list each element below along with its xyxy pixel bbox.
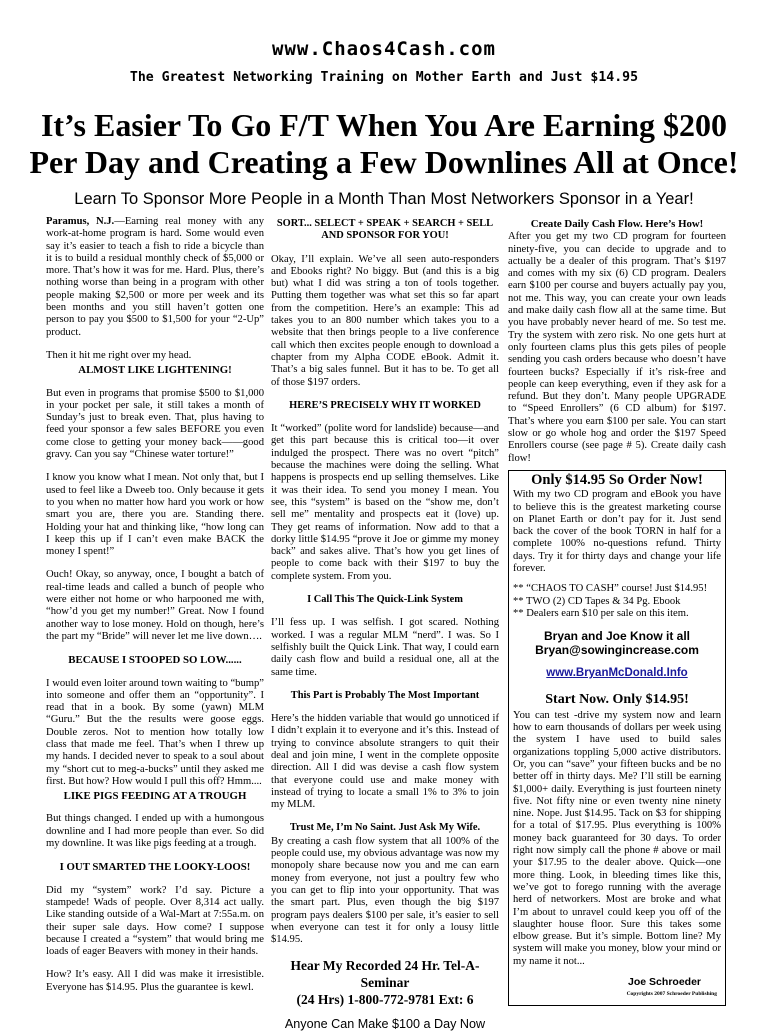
paragraph: Ouch! Okay, so anyway, once, I bought a batch of real-time leads and called a bunch of people who were either not home or who harpooned me with, “how’d you get my number!” Great. Now I found another way to lose money. Hold on though, here’s the part my “Bride” will never let me live down….: [46, 569, 264, 642]
signature: Joe Schroeder: [628, 976, 701, 989]
site-url[interactable]: www.Chaos4Cash.com: [272, 38, 496, 60]
intro-text: —Earning real money with any work-at-home program is hard. Some would even say it’s easier to teach a fish to ride a bicycle than it is to build a residual monthly check of $5,000 or more. That’s how it was for me. Hard. Plus, there’s nothing worse than being in a program with other people making $2,500 or more per week and its been months and you still haven’t gotten one person to pay you $500 to $1,500 for your “2-Up” product.: [46, 216, 265, 338]
hotline-block: [271, 957, 499, 1008]
section-heading: ALMOST LIKE LIGHTENING!: [78, 364, 232, 377]
website-link[interactable]: www.BryanMcDonald.Info: [546, 667, 688, 680]
hotline-title: Hear My Recorded 24 Hr. Tel-A-Seminar: [290, 958, 480, 991]
copyright: Copyrights 2007 Schroeder Publishing: [626, 991, 717, 998]
section-heading: SORT... SELECT + SPEAK + SEARCH + SELL AND SPONSOR FOR YOU!: [276, 218, 494, 242]
paragraph: But even in programs that promise $500 to $1,000 in your pocket per sale, it still takes a month of Sunday’s just to break even. That, plus having to feed your sponsor a few sales BEFORE you even come close to getting your money back——good gravy. Can you say “Chinese water torture!”: [46, 387, 264, 461]
paragraph: I know you know what I mean. Not only that, but I used to feel like a Dweeb too. Only because it gets to you when no matter how hard you work or how smart you are, there you are. Standing there. Holding your hat and thinking like, “how long can I keep this up if I can’t even make BACK the money I spent!”: [46, 472, 264, 558]
paragraph: Here’s the hidden variable that would go unnoticed if I didn’t explain it to everyone and it’s this. Instead of trying to convince absolute strangers to quit their deal and join mine, I went in the complete opposite direction. All I did was devise a cash flow system that everyone could use and make money with instead of trying to locate a small 1% to 3% to join my MLM.: [271, 713, 499, 811]
section-heading: BECAUSE I STOOPED SO LOW......: [68, 654, 242, 667]
order-item: ** Dealers earn $10 per sale on this item.: [513, 607, 689, 619]
anyone-can-make-line: Anyone Can Make $100 a Day Now: [284, 1017, 486, 1031]
paragraph: Okay, I’ll explain. We’ve all seen auto-responders and Ebooks right? No biggy. But (and this is a big but) what I did was string a ton of tools together. Putting them together was what set this so far apart from the competition. Here’s an example: This ad takes you to an 800 number which takes you to a website that then brings people to a live conference call which then excites people enough to download a chapter from my Alpha CODE eBook. Admit it. That’s a big sales funnel. But it has to be. To get all of those $197 orders.: [271, 253, 499, 388]
order-box-title: Only $14.95 So Order Now!: [531, 471, 703, 488]
contact-email[interactable]: Bryan@sowingincrease.com: [535, 643, 699, 658]
subhead: Learn To Sponsor More People in a Month Than Most Networkers Sponsor in a Year!: [74, 190, 694, 208]
order-item: ** TWO (2) CD Tapes & 34 Pg. Ebook: [513, 595, 681, 607]
intro-paragraph: [46, 216, 264, 339]
column-1: [46, 216, 264, 1005]
paragraph: I would even loiter around town waiting to “bump” into someone and offer them an “opportunity”. I read that in a book. By some (yawn) MLM “Guru.” But the the results were goose eggs. Double zeros. Not to mention how totally low class that made me feel. That’s when I threw up my hands. I decided never to speak to a soul about my “short cut to meg-a-bucks” until they asked me first. But how? How would I pull this off? Hmm....: [46, 677, 264, 787]
order-box: [508, 470, 726, 1006]
paragraph: Then it hit me right over my head.: [46, 349, 192, 361]
section-heading: Trust Me, I’m No Saint. Just Ask My Wife.: [289, 822, 481, 834]
order-box-text: With my two CD program and eBook you have to believe this is the greatest marketing course on Planet Earth or don’t pay for it. Just send back the cover of the book TORN in half for a complete 100% no-questions refund. Thirty days. Try it for thirty days and change your life forever.: [513, 489, 721, 575]
tagline: The Greatest Networking Training on Mother Earth and Just $14.95: [129, 70, 639, 85]
contact-block: [513, 629, 721, 657]
dateline: Paramus, N.J.: [46, 216, 115, 227]
paragraph: Did my “system” work? I’d say. Picture a stampede! Wads of people. Over 8,314 act ually. Like standing outside of a Wal-Mart at 7:55a.m. on their super sale days. How come? I suppose because I created a “system” that would bring me loads of eager Beavers with money in their hands.: [46, 884, 264, 958]
section-heading: This Part is Probably The Most Important: [290, 689, 480, 701]
paragraph: I’ll fess up. I was selfish. I got scared. Nothing worked. I was a regular MLM “nerd”. I was. So I selfishly built the Quick Link. That way, I could earn daily cash flow and build a residual one, all at the same time.: [271, 617, 499, 678]
paragraph: It “worked” (polite word for landslide) because—and get this part because this is critical too—it over indulged the prospect. There was no overt “pitch” because the machines were doing the selling. What happens is prospects end up selling themselves. Like it was their idea. To send you money I mean. You see, this “system” is based on the “show me, don’t sell me” mentality and prospects eat it (love) up. They get reams of information. Now add to that a dorky little $14.95 “prove it Joe or gimme my money back” and sakes alive. That’s how you get lines of people to come back with their $197 to buy the complete system. From you.: [271, 423, 499, 582]
section-heading: Create Daily Cash Flow. Here’s How!: [530, 218, 704, 230]
hotline-number[interactable]: (24 Hrs) 1-800-772-9781 Ext: 6: [296, 992, 474, 1008]
section-heading: I Call This The Quick-Link System: [307, 594, 463, 606]
column-2: [271, 216, 499, 1031]
column-3: [508, 216, 726, 1006]
paragraph: After you get my two CD program for fourteen ninety-five, you can decide to upgrade and to actually be a dealer of this program. That’s $197 and comes with my six (6) CD program. Dealers earn $100 per course and buyers actually pay you, not me. This way, you can create your own leads and make daily cash flow all at the same time. But you have probably never heard of me. So test me. Try the system with zero risk. No one gets hurt at only fourteen clams plus this gets piles of people sending you cash orders because who doesn’t have fourteen bucks? Especially if it’s risk-free and people can keep everything, even if they ask for a refund. But they don’t. Many people UPGRADE to “Speed Enrollers” (6 CD album) for $197. That’s where you earn $100 per sale. You can start slow or go whole hog and order the $197 Speed Enrollers course (see page # 5). Create daily cash flow!: [508, 231, 726, 464]
section-heading: I OUT SMARTED THE LOOKY-LOOS!: [59, 861, 251, 874]
section-heading: HERE’S PRECISELY WHY IT WORKED: [289, 399, 481, 411]
start-now-text: You can test -drive my system now and learn how to earn thousands of dollars per week using the system I have used to build sales organizations toppling 5,000 active distributors. Or, you can “save” your fifteen bucks and be no better off in thirty days. Me? I’ll still be earning $1,000+ daily. Everything is just fourteen ninety five. Not fifty nine or even twenty nine ninety nine. Nope. Just $14.95. Tack on $3 for shipping for a total of $17.95. Plus everything is 100% money back guaranteed for 30 days. To order right now simply call the phone # above or mail your $17.95 to the dealer above. Quick—one more thing. Look, in bleeding times like this, we’ve got to forego running with the average herd of networkers. Most are broke and what I’m about to unravel could keep you off of the slaughter house floor. Sure this takes some elbow grease. But it’s simple. Bottom line? My system will make you money, blow your mind or my name it not...: [513, 709, 721, 967]
paragraph: How? It’s easy. All I did was make it irresistible. Everyone has $14.95. Plus the guarantee is kewl.: [46, 969, 264, 993]
paragraph: By creating a cash flow system that all 100% of the people could use, my obvious advantage was now my monopoly share because now you and me can earn money from everyone, not just a poultry few who you can get to flip into your opportunity. That was the smart part. Plus, even though the big $197 program pays dealers $100 per sale, it’s easier to sell when everyone can test it for only a lousy little $14.95.: [271, 835, 500, 946]
order-item: ** “CHAOS TO CASH” course! Just $14.95!: [513, 583, 708, 595]
start-now-title: Start Now. Only $14.95!: [545, 691, 689, 707]
headline: It’s Easier To Go F/T When You Are Earning $200 Per Day and Creating a Few Downlines All at Once!: [29, 107, 739, 180]
paragraph: But things changed. I ended up with a humongous downline and I had more people than ever. So did my downline. It was like pigs feeding at a trough.: [46, 813, 264, 850]
contact-heading: Bryan and Joe Know it all: [543, 629, 691, 644]
section-heading: LIKE PIGS FEEDING AT A TROUGH: [63, 790, 247, 803]
